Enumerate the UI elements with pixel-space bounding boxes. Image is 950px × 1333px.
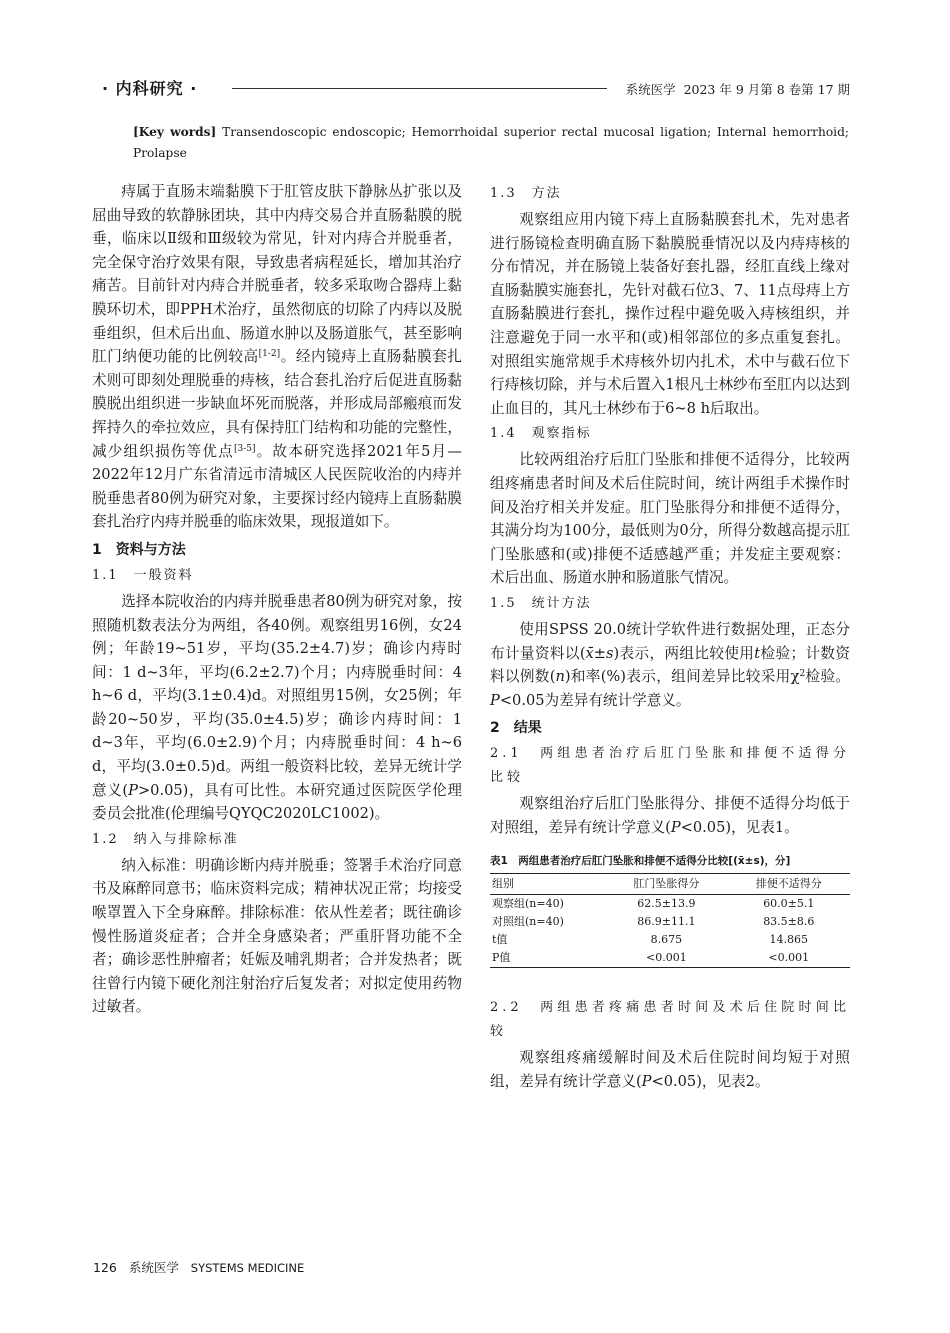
t-symbol: t: [754, 644, 761, 662]
keywords: [133, 122, 849, 164]
col-header-defecation: 排便不适得分: [728, 874, 850, 895]
journal-name: 系统医学: [625, 82, 676, 97]
n-symbol: n: [555, 668, 565, 686]
table-cell: <0.001: [728, 949, 850, 968]
table-cell: P值: [490, 949, 605, 968]
section-1-5-heading: 1.5 统计方法: [490, 595, 592, 611]
table-row: [490, 949, 850, 968]
table-header-row: [490, 874, 850, 895]
stat-text-c: 检验；计数资料以例数(: [490, 644, 850, 686]
results-2-2-paragraph: [490, 1046, 850, 1093]
page-footer: [93, 1258, 304, 1276]
col-header-distension: 肛门坠胀得分: [605, 874, 727, 895]
table-cell: 83.5±8.6: [763, 915, 815, 929]
intro-text-3: 。故本研究选择2021年5月—2022年12月广东省清远市清城区人民医院收治的内痔并脱垂患者80例为研究对象，主要探讨经内镜痔上直肠黏膜套扎治疗内痔并脱垂的临床效果，现报道如下。: [92, 442, 462, 531]
p-symbol-2-1: P: [670, 818, 681, 836]
intro-text-2: 。经内镜痔上直肠黏膜套扎术则可即刻处理脱垂的痔核，结合套扎治疗后促进直肠黏膜脱出组织进一步缺血坏死而脱落，并形成局部瘢痕而发挥持久的牵拉效应，具有保持肛门结构和功能的完整性，减少组织损伤等优点: [92, 348, 462, 460]
statistics-paragraph: [490, 618, 850, 712]
table-cell: 14.865: [769, 933, 809, 947]
table-cell: 观察组(n=40): [492, 897, 564, 911]
criteria-paragraph: 纳入标准：明确诊断内痔并脱垂；签署手术治疗同意书及麻醉同意书；临床资料完成；精神状况正常；均接受喉罩置入下全身麻醉。排除标准：依从性差者；既往确诊慢性肠道炎症者；合并全身感染者；严重肝肾功能不全者；确诊恶性肿瘤者；妊娠及哺乳期者；合并发热者；既往曾行内镜下硬化剂注射治疗后复发者；对拟定使用药物过敏者。: [92, 856, 462, 1016]
p-symbol-2-2: P: [641, 1073, 652, 1091]
table-row: [490, 931, 850, 949]
section-2-1-heading: 2.1 两组患者治疗后肛门坠胀和排便不适得分比较: [490, 746, 850, 786]
section-1-4-heading: 1.4 观察指标: [490, 426, 592, 442]
table-cell: 62.5±13.9: [637, 897, 696, 911]
section-1-heading: 1 资料与方法: [92, 541, 186, 558]
mean-sd-symbol: x̄±s: [585, 644, 614, 662]
section-1-3-heading: 1.3 方法: [490, 186, 562, 201]
right-column: [490, 180, 850, 1094]
table-1: [490, 873, 850, 968]
p-symbol: P: [128, 781, 138, 799]
stat-text-b: )表示，两组比较使用: [613, 644, 755, 662]
footer-journal-en: SYSTEMS MEDICINE: [190, 1261, 305, 1275]
stat-text-e: 检验。: [805, 668, 850, 686]
intro-text: 痔属于直肠末端黏膜下于肛管皮肤下静脉丛扩张以及屈曲导致的软静脉团块，其中内痔交易合并直肠黏膜的脱垂，临床以Ⅱ级和Ⅲ级较为常见，针对内痔合并脱垂者，完全保守治疗效果有限，导致患者病程延长，增加其治疗痛苦。目前针对内痔合并脱垂者，较多采取吻合器痔上黏膜环切术，即PPH术治疗，虽然彻底的切除了内痔以及脱垂组织，但术后出血、肠道水肿以及肠道胀气，甚至影响肛门纳便功能的比例较高: [92, 183, 462, 366]
issue-info: 2023 年 9 月第 8 卷第 17 期: [683, 82, 850, 97]
intro-paragraph: [92, 180, 462, 534]
results-2-1-paragraph: [490, 792, 850, 839]
section-1-1-heading: 1.1 一般资料: [92, 567, 194, 583]
stat-text-a: 使用SPSS 20.0统计学软件进行数据处理，正态分布计量资料以(: [490, 620, 850, 662]
table-row: [490, 895, 850, 914]
header-rule: [232, 88, 607, 89]
stat-text-f: <0.05为差异有统计学意义。: [499, 691, 691, 709]
section-1-2-heading: 1.2 纳入与排除标准: [92, 831, 239, 847]
table-cell: <0.001: [605, 949, 727, 968]
table-cell: 对照组(n=40): [492, 915, 564, 929]
general-data-paragraph: [92, 590, 462, 826]
table-cell: 86.9±11.1: [637, 915, 696, 929]
methods-paragraph: 观察组应用内镜下痔上直肠黏膜套扎术，先对患者进行肠镜检查明确直肠下黏膜脱垂情况以及内痔痔核的分布情况，并在肠镜上装备好套扎器，经肛直线上缘对直肠黏膜实施套扎，先针对截石位3、7、11点母痔上方直肠黏膜进行套扎，操作过程中避免吸入痔核组织，并注意避免于同一水平和(或)相邻部位的多点重复套扎。对照组实施常规手术痔核外切内扎术，术中与截石位下行痔核切除，并与术后置入1根凡士林纱布至肛内以达到止血目的，其凡士林纱布于6~8 h后取出。: [490, 211, 850, 417]
general-data-text: 选择本院收治的内痔并脱垂患者80例为研究对象，按照随机数表法分为两组，各40例。观察组男16例，女24例；年龄19~51岁，平均(35.2±4.7)岁；确诊内痔时间：1 d~3年，平均(6.2±2.7)个月；内痔脱垂时间：4 h~6 d，平均(3.1±0.4)d。对照组男15例，女25例；年龄20~50岁，平均(35.0±4.5)岁；确诊内痔时间：1 d~3年，平均(6.0±2.9)个月；内痔脱垂时间：4 h~6 d，平均(3.0±0.5)d。两组一般资料比较，差异无统计学意义(: [92, 592, 462, 799]
page-number: 126: [93, 1260, 117, 1275]
table-1-title: 表1 两组患者治疗后肛门坠胀和排便不适得分比较[(x̄±s)，分]: [490, 855, 791, 868]
section-2-heading: 2 结果: [490, 720, 542, 737]
results-2-1-text: 观察组治疗后肛门坠胀得分、排便不适得分均低于对照组，差异有统计学意义(: [490, 795, 850, 836]
section-2-2-heading: 2.2 两组患者疼痛患者时间及术后住院时间比较: [490, 1000, 850, 1040]
ref-1-2: [1-2]: [258, 349, 281, 360]
chi-square-sup: 2: [799, 669, 806, 680]
general-data-text-2: >0.05)，具有可比性。本研究通过医院医学伦理委员会批准(伦理编号QYQC2020LC1002)。: [92, 781, 462, 823]
table-cell: t值: [492, 933, 508, 947]
results-2-1-text-2: <0.05)，见表1。: [680, 818, 799, 836]
table-row: [490, 913, 850, 931]
p-symbol-stat: P: [490, 691, 500, 709]
col-header-group: 组别: [490, 874, 605, 895]
left-column: [92, 180, 462, 1019]
ref-3-5: [3-5]: [233, 443, 256, 454]
indicators-paragraph: 比较两组治疗后肛门坠胀和排便不适得分，比较两组疼痛患者时间及术后住院时间，统计两组手术操作时间及治疗相关并发症。肛门坠胀得分和排便不适得分，其满分均为100分，最低则为0分，所得分数越高提示肛门坠胀感和(或)排便不适感越严重；并发症主要观察：术后出血、肠道水肿和肠道胀气情况。: [490, 451, 850, 587]
journal-issue: [626, 80, 850, 98]
footer-journal-cn: 系统医学: [128, 1260, 179, 1275]
table-cell: 8.675: [650, 933, 683, 947]
table-cell: 60.0±5.1: [763, 897, 815, 911]
section-tag: · 内科研究 ·: [102, 79, 198, 98]
keywords-text: Transendoscopic endoscopic; Hemorrhoidal superior rectal mucosal ligation; Internal hemorrhoid; Prolapse: [133, 125, 849, 160]
results-2-2-text: 观察组疼痛缓解时间及术后住院时间均短于对照组，差异有统计学意义(: [490, 1049, 850, 1091]
results-2-2-text-2: <0.05)，见表2。: [651, 1073, 770, 1091]
keywords-label: [Key words]: [133, 125, 217, 139]
stat-text-d: )和率(%)表示，组间差异比较采用χ: [564, 668, 800, 686]
